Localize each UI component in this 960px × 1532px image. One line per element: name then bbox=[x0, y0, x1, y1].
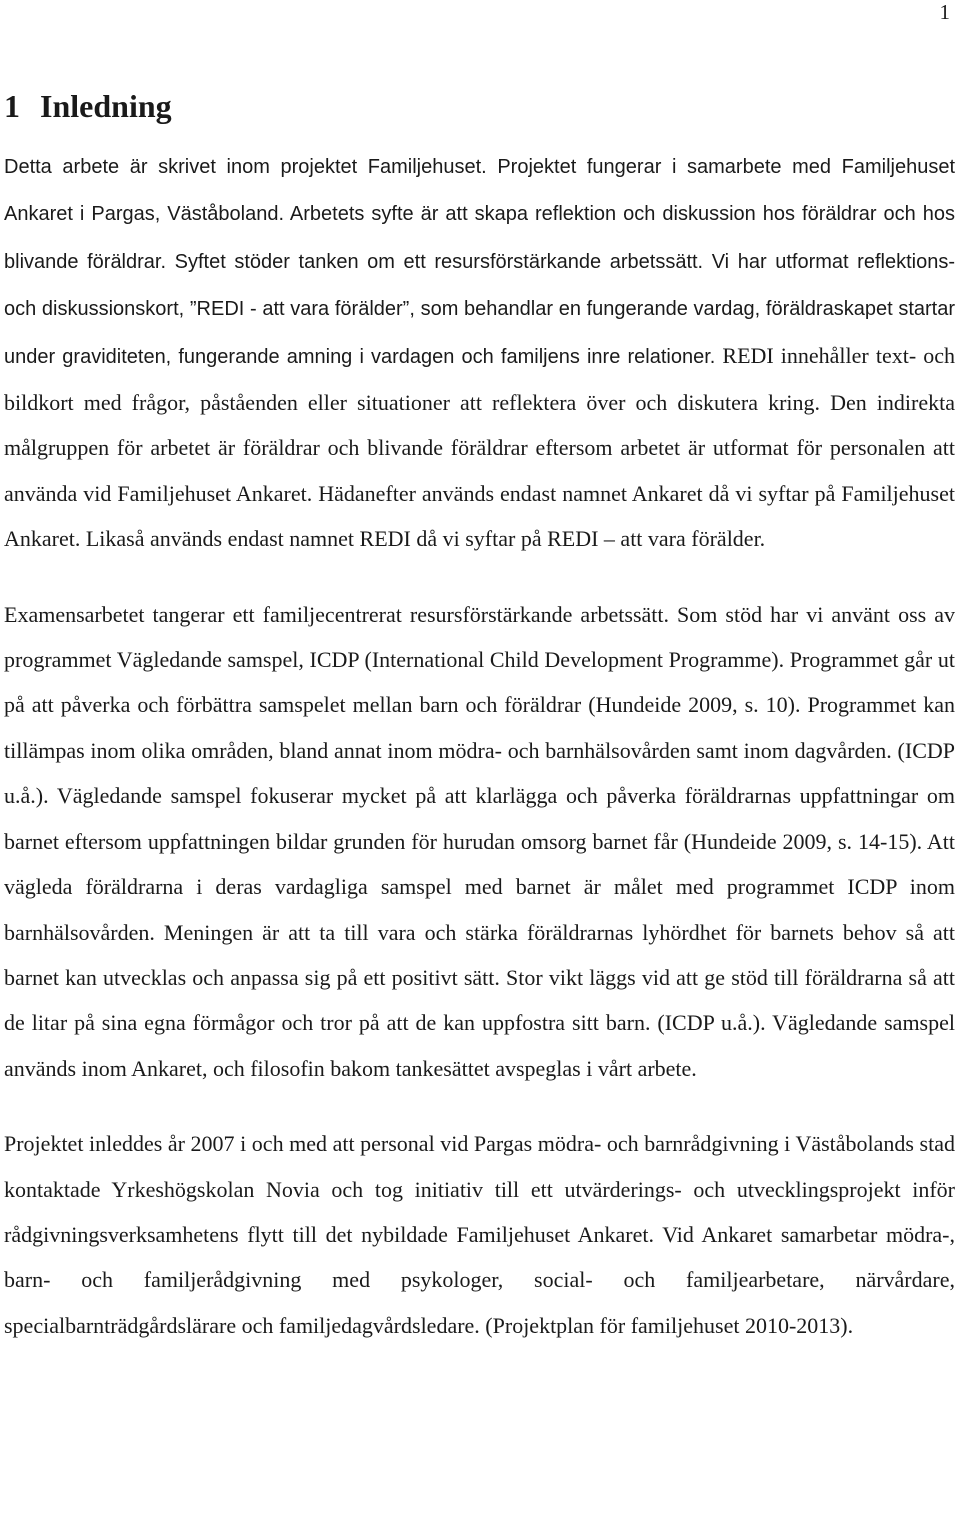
body-text bbox=[4, 143, 955, 1378]
section-number: 1 bbox=[4, 88, 20, 124]
section-heading bbox=[4, 88, 172, 124]
paragraph-intro bbox=[4, 143, 955, 562]
page-number: 1 bbox=[939, 0, 950, 24]
paragraph-project: Projektet inleddes år 2007 i och med att personal vid Pargas mödra- och barnrådgivning i Väståbolands stad kontaktade Yrkeshögskolan Novia och tog initiativ till ett utvärderings- och utvecklingsprojekt inför rådgivningsverksamhetens flytt till det nybildade Familjehuset Ankaret. Vid Ankaret samarbetar mödra-, barn- och familjerådgivning med psykologer, social- och familjearbetare, närvårdare, specialbarnträdgårdslärare och familjedagvårdsledare. (Projektplan för familjehuset 2010-2013). bbox=[4, 1131, 955, 1338]
section-title: Inledning bbox=[40, 88, 172, 124]
paragraph-intro-sans-part: Detta arbete är skrivet inom projektet Familjehuset. Projektet fungerar i samarbete med Familjehuset Ankaret i Pargas, Väståboland. Arbetets syfte är att skapa reflektion och diskussion hos föräldrar och hos blivande föräldrar. Syftet stöder tanken om ett resursförstärkande arbetssätt. Vi har utformat reflektions- och diskussionskort, ”REDI - att vara förälder”, som behandlar en fungerande vardag, föräldraskapet startar under graviditeten, fungerande amning i vardagen och familjens inre relationer. bbox=[4, 156, 955, 368]
paragraph-intro-serif-part: REDI innehåller text- och bildkort med frågor, påståenden eller situationer att reflektera över och diskutera kring. Den indirekta målgruppen för arbetet är föräldrar och blivande föräldrar eftersom arbetet är utformat för personalen att använda vid Familjehuset Ankaret. Hädanefter används endast namnet Ankaret då vi syftar på Familjehuset Ankaret. Likaså används endast namnet REDI då vi syftar på REDI – att vara förälder. bbox=[4, 342, 955, 552]
paragraph-icdp: Examensarbetet tangerar ett familjecentrerat resursförstärkande arbetssätt. Som stöd har vi använt oss av programmet Vägledande samspel, ICDP (International Child Development Programme). Programmet går ut på att påverka och förbättra samspelet mellan barn och föräldrar (Hundeide 2009, s. 10). Programmet kan tillämpas inom olika områden, bland annat inom mödra- och barnhälsovården samt inom dagvården. (ICDP u.å.). Vägledande samspel fokuserar mycket på att klarlägga och påverka föräldrarnas uppfattningar om barnet eftersom uppfattningen bildar grunden för hurudan omsorg barnet får (Hundeide 2009, s. 14-15). Att vägleda föräldrarna i deras vardagliga samspel med barnet är målet med programmet ICDP inom barnhälsovården. Meningen är att ta till vara och stärka föräldrarnas lyhördhet för barnets behov så att barnet kan utvecklas och anpassa sig på ett positivt sätt. Stor vikt läggs vid att ge stöd till föräldrarna så att de litar på sina egna förmågor och tror på att de kan uppfostra sitt barn. (ICDP u.å.). Vägledande samspel används inom Ankaret, och filosofin bakom tankesättet avspeglas i vårt arbete. bbox=[4, 601, 955, 1081]
